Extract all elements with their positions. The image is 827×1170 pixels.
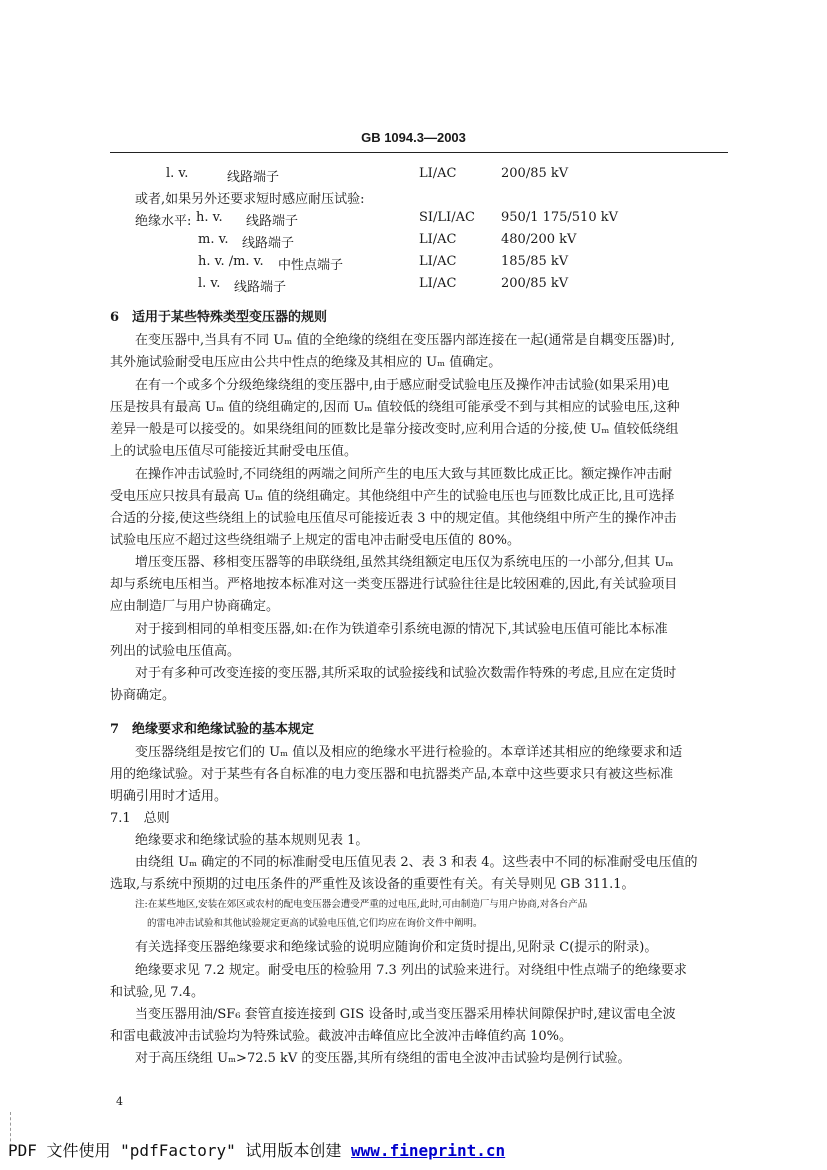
standard-number: GB 1094.3—2003	[361, 130, 466, 145]
text-line: 选取,与系统中预期的过电压条件的严重性及该设备的重要性有关。有关导则见 GB 311.1。	[110, 877, 635, 892]
table-value: 185/85 kV	[501, 254, 569, 269]
footer-text: PDF 文件使用 "pdfFactory" 试用版本创建	[8, 1141, 352, 1160]
text-line: 变压器绕组是按它们的 Uₘ 值以及相应的绝缘水平进行检验的。本章详述其相应的绝缘要求和适	[135, 745, 683, 760]
table-prefix: 绝缘水平:	[135, 214, 192, 229]
text-line: 在有一个或多个分级绝缘绕组的变压器中,由于感应耐受试验电压及操作冲击试验(如果采用)电	[135, 378, 670, 393]
text-line: 和试验,见 7.4。	[110, 985, 204, 1000]
section-6-heading: 6 适用于某些特殊类型变压器的规则	[110, 310, 328, 325]
table-terminal: l. v.	[198, 276, 221, 291]
table-value: 200/85 kV	[501, 276, 569, 291]
footer-link[interactable]: www.fineprint.cn	[351, 1141, 506, 1160]
pdf-footer	[8, 1138, 505, 1161]
table-value: 200/85 kV	[501, 166, 569, 181]
text-line: 和雷电截波冲击试验均为特殊试验。截波冲击峰值应比全波冲击峰值约高 10%。	[110, 1029, 573, 1044]
table-test: LI/AC	[419, 254, 457, 269]
table-desc: 线路端子	[242, 236, 295, 251]
table-terminal: h. v. /m. v.	[198, 254, 264, 269]
text-line: 在操作冲击试验时,不同绕组的两端之间所产生的电压大致与其匝数比成正比。额定操作冲击耐	[135, 467, 673, 482]
table-desc: 线路端子	[246, 214, 299, 229]
text-line: 协商确定。	[110, 688, 176, 703]
section-7-heading: 7 绝缘要求和绝缘试验的基本规定	[110, 722, 315, 737]
table-terminal: l. v.	[166, 166, 189, 181]
text-line: 有关选择变压器绝缘要求和绝缘试验的说明应随询价和定货时提出,见附录 C(提示的附录)。	[135, 940, 658, 955]
header-rule	[110, 152, 728, 153]
text-line: 应由制造厂与用户协商确定。	[110, 599, 280, 614]
text-line: 用的绝缘试验。对于某些有各自标准的电力变压器和电抗器类产品,本章中这些要求只有被这些标准	[110, 767, 674, 782]
table-test: LI/AC	[419, 276, 457, 291]
table-test: LI/AC	[419, 166, 457, 181]
text-line: 差异一般是可以接受的。如果绕组间的匝数比是靠分接改变时,应利用合适的分接,使 Uₘ 值较低绕组	[110, 422, 679, 437]
note-line: 注:在某些地区,安装在郊区或农村的配电变压器会遭受严重的过电压,此时,可由制造厂与用户协商,对各台产品	[135, 899, 588, 910]
text-line: 列出的试验电压值高。	[110, 644, 241, 659]
text-line: 受电压应只按具有最高 Uₘ 值的绕组确定。其他绕组中产生的试验电压也与匝数比成正比,且可选择	[110, 489, 675, 504]
table-test: SI/LI/AC	[419, 210, 475, 225]
text-line: 增压变压器、移相变压器等的串联绕组,虽然其绕组额定电压仅为系统电压的一小部分,但其 Uₘ	[135, 555, 674, 570]
table-alt-note: 或者,如果另外还要求短时感应耐压试验:	[135, 192, 365, 207]
text-line: 压是按具有最高 Uₘ 值的绕组确定的,因而 Uₘ 值较低的绕组可能承受不到与其相应的试验电压,这种	[110, 400, 680, 415]
text-line: 却与系统电压相当。严格地按本标准对这一类变压器进行试验往往是比较困难的,因此,有关试验项目	[110, 577, 678, 592]
text-line: 由绕组 Uₘ 确定的不同的标准耐受电压值见表 2、表 3 和表 4。这些表中不同的标准耐受电压值的	[135, 855, 698, 870]
text-line: 对于接到相同的单相变压器,如:在作为铁道牵引系统电源的情况下,其试验电压值可能比本标准	[135, 622, 668, 637]
text-line: 上的试验电压值尽可能接近其耐受电压值。	[110, 444, 358, 459]
text-line: 绝缘要求见 7.2 规定。耐受电压的检验用 7.3 列出的试验来进行。对绕组中性点端子的绝缘要求	[135, 963, 687, 978]
page-number: 4	[116, 1095, 123, 1108]
text-line: 当变压器用油/SF₆ 套管直接连接到 GIS 设备时,或当变压器采用棒状间隙保护时,建议雷电全波	[135, 1007, 676, 1022]
table-test: LI/AC	[419, 232, 457, 247]
table-desc: 中性点端子	[278, 258, 344, 273]
table-desc: 线路端子	[234, 280, 287, 295]
text-line: 合适的分接,使这些绕组上的试验电压值尽可能接近表 3 中的规定值。其他绕组中所产生的操作冲击	[110, 511, 677, 526]
table-terminal: h. v.	[196, 210, 223, 225]
text-line: 对于高压绕组 Uₘ>72.5 kV 的变压器,其所有绕组的雷电全波冲击试验均是例行试验。	[135, 1051, 631, 1066]
table-value: 480/200 kV	[501, 232, 577, 247]
note-line: 的雷电冲击试验和其他试验规定更高的试验电压值,它们均应在询价文件中阐明。	[147, 918, 483, 929]
table-terminal: m. v.	[198, 232, 229, 247]
text-line: 明确引用时才适用。	[110, 789, 228, 804]
text-line: 在变压器中,当具有不同 Uₘ 值的全绝缘的绕组在变压器内部连接在一起(通常是自耦变压器)时,	[135, 333, 675, 348]
text-line: 其外施试验耐受电压应由公共中性点的绝缘及其相应的 Uₘ 值确定。	[110, 355, 502, 370]
table-value: 950/1 175/510 kV	[501, 210, 618, 225]
text-line: 绝缘要求和绝缘试验的基本规则见表 1。	[135, 833, 369, 848]
text-line: 试验电压应不超过这些绕组端子上规定的雷电冲击耐受电压值的 80%。	[110, 533, 521, 548]
table-desc: 线路端子	[227, 170, 280, 185]
text-line: 对于有多种可改变连接的变压器,其所采取的试验接线和试验次数需作特殊的考虑,且应在定货时	[135, 666, 677, 681]
subsection-7-1-heading: 7.1 总则	[110, 811, 170, 826]
